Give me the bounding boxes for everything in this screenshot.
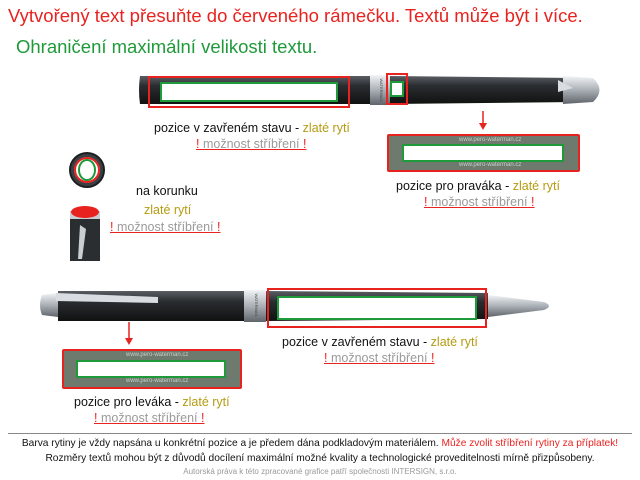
engraving-type-crown: zlaté rytí <box>144 203 192 217</box>
arrow-down-icon <box>122 321 136 347</box>
text-area-closed-top[interactable] <box>160 82 338 102</box>
option-silvering-closed-bottom: ! možnost stříbření ! <box>324 351 435 365</box>
instruction-subheading: Ohraničení maximální velikosti textu. <box>16 36 318 57</box>
engraving-type: zlaté rytí <box>302 121 350 135</box>
option-silvering-crown: ! možnost stříbření ! <box>110 220 221 234</box>
label-closed-bottom: pozice v zavřeném stavu - zlaté rytí <box>282 335 478 349</box>
svg-text:WATERMAN: WATERMAN <box>254 293 259 317</box>
label-closed-top: pozice v zavřeném stavu - zlaté rytí <box>154 121 350 135</box>
watermark-text: www.pero-waterman.cz <box>459 137 522 143</box>
option-silvering-closed-top: ! možnost stříbření ! <box>196 137 307 151</box>
arrow-down-icon <box>476 110 490 132</box>
footer-note-engraving-color: Barva rytiny je vždy napsána u konkrétní pozice a je předem dána podkladovým materiálem. Může zvolit stříbření rytiny za příplatek! <box>21 438 619 449</box>
engraving-frame-closed-bottom[interactable] <box>267 288 487 328</box>
footer-copyright: Autorská práva k této zpracované grafice patří společnosti INTERSIGN, s.r.o. <box>183 467 457 476</box>
svg-text:WATERMAN: WATERMAN <box>379 78 384 102</box>
text-area-lefthand[interactable] <box>76 360 226 378</box>
zoom-frame-righthand[interactable] <box>387 134 580 172</box>
text-area-closed-bottom[interactable] <box>277 296 477 320</box>
footer-divider <box>8 433 632 434</box>
text-area-righthand[interactable] <box>402 144 564 162</box>
label-crown: na korunku <box>136 184 198 198</box>
zoom-frame-lefthand[interactable] <box>62 349 242 389</box>
engraving-type: zlaté rytí <box>512 179 560 193</box>
text-area-clip-top[interactable] <box>390 81 404 97</box>
crown-side-view <box>64 203 108 261</box>
label-lefthand: pozice pro leváka - zlaté rytí <box>74 395 230 409</box>
engraving-type: zlaté rytí <box>430 335 478 349</box>
watermark-text: www.pero-waterman.cz <box>126 352 189 358</box>
label-righthand: pozice pro praváka - zlaté rytí <box>396 179 560 193</box>
option-silvering-righthand: ! možnost stříbření ! <box>424 195 535 209</box>
watermark-text: www.pero-waterman.cz <box>126 378 189 384</box>
watermark-text: www.pero-waterman.cz <box>459 162 522 168</box>
crown-top-view <box>68 150 110 190</box>
footer-note-dimensions: Rozměry textů mohou být z důvodů docílení maximální možné kvality a technologické proveditelnosti mírně přizpůsobeny. <box>45 453 595 464</box>
option-silvering-lefthand: ! možnost stříbření ! <box>94 411 205 425</box>
instruction-heading: Vytvořený text přesuňte do červeného rámečku. Textů může být i více. <box>8 5 583 26</box>
engraving-frame-clip-top[interactable] <box>386 73 408 105</box>
engraving-type: zlaté rytí <box>182 395 230 409</box>
engraving-frame-closed-top[interactable] <box>148 76 350 108</box>
